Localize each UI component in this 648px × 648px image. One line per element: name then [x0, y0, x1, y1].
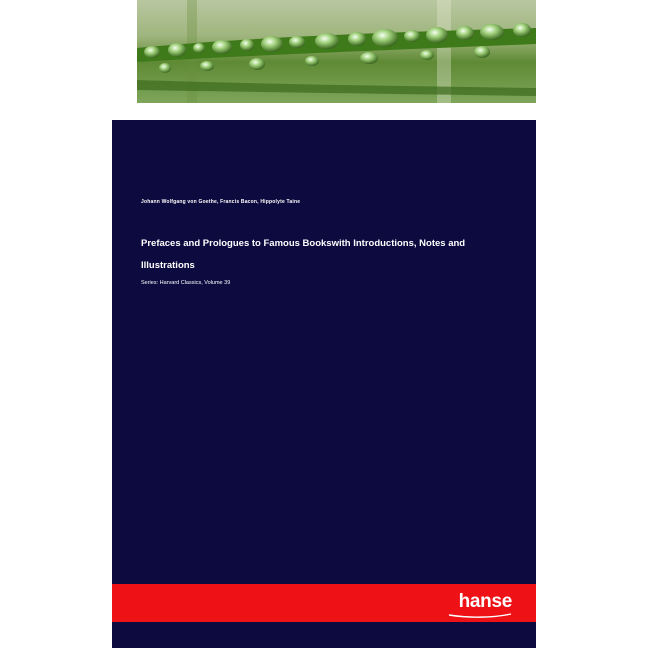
cover-photo — [137, 0, 536, 103]
cover-authors: Johann Wolfgang von Goethe, Francis Bacon, Hippolyte Taine — [141, 199, 301, 205]
logo-swoosh-icon — [448, 613, 512, 618]
publisher-band — [112, 584, 536, 622]
dewdrop-grass-image — [137, 0, 536, 103]
book-cover — [112, 120, 536, 648]
cover-series: Series: Harvard Classics, Volume 39 — [141, 280, 231, 286]
cover-title: Prefaces and Prologues to Famous Bookswith Introductions, Notes and Illustrations — [141, 238, 466, 271]
publisher-logo: hanse — [458, 591, 512, 612]
